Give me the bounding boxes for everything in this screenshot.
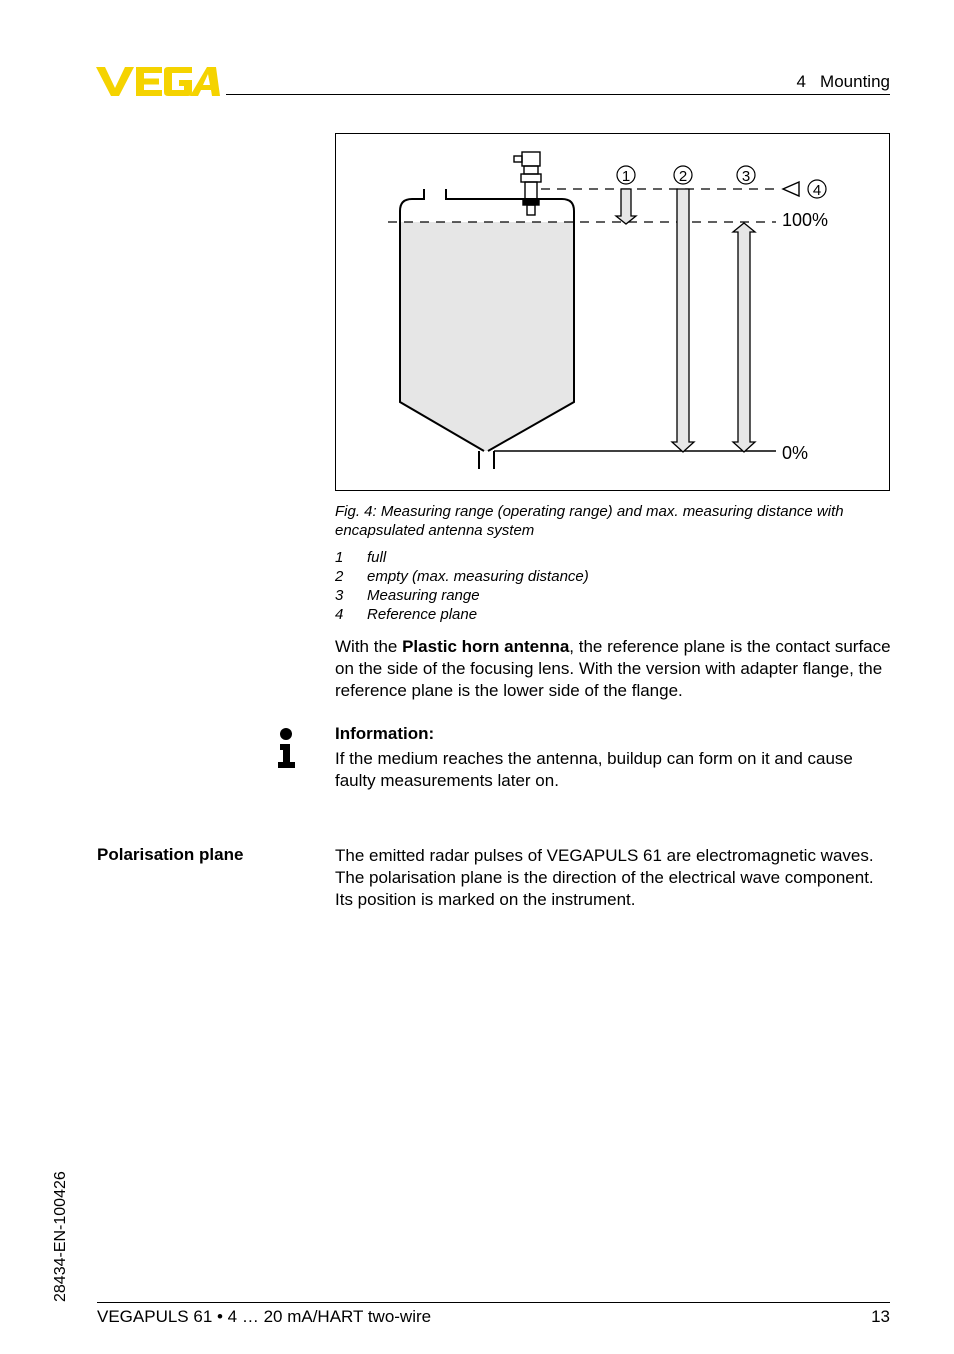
svg-text:2: 2 xyxy=(678,168,688,185)
tank-outlet xyxy=(479,451,494,469)
legend-num: 3 xyxy=(335,587,344,604)
side-heading-polarisation: Polarisation plane xyxy=(97,845,244,864)
arrow-full xyxy=(616,189,636,224)
measuring-range-diagram xyxy=(336,134,889,490)
header-rule xyxy=(226,94,890,95)
legend-item xyxy=(335,548,589,567)
legend-num: 1 xyxy=(335,549,344,566)
svg-text:3: 3 xyxy=(741,168,751,185)
section-label: 4 Mounting xyxy=(796,72,890,91)
callout-1 xyxy=(617,166,635,185)
callout-4 xyxy=(808,180,826,199)
legend-item xyxy=(335,567,589,586)
information-icon xyxy=(276,727,298,769)
legend-text: empty (max. measuring distance) xyxy=(367,568,589,585)
footer-rule xyxy=(97,1302,890,1303)
vega-logo-wordmark xyxy=(96,67,220,96)
p1-pre: With the xyxy=(335,637,403,656)
paragraph-antenna xyxy=(335,636,895,702)
legend-text: Reference plane xyxy=(367,606,478,623)
callout-3 xyxy=(737,166,755,185)
label-100-percent: 100% xyxy=(782,210,829,230)
footer-product: VEGAPULS 61 • 4 … 20 mA/HART two-wire xyxy=(97,1307,432,1326)
figure-caption: Fig. 4: Measuring range (operating range) and max. measuring distance with encapsulated antenna system xyxy=(335,503,844,539)
callout-2 xyxy=(674,166,692,185)
label-0-percent: 0% xyxy=(782,443,809,463)
legend-num: 2 xyxy=(335,568,344,585)
svg-text:1: 1 xyxy=(621,168,631,185)
arrow-empty xyxy=(672,189,694,452)
legend-text: Measuring range xyxy=(367,587,480,604)
document-id: 28434-EN-100426 xyxy=(52,1171,69,1302)
figure-frame xyxy=(335,133,890,491)
legend-item xyxy=(335,605,589,624)
page-number: 13 xyxy=(871,1307,890,1326)
reference-marker-icon xyxy=(783,182,799,196)
radar-sensor xyxy=(514,152,541,215)
paragraph-polarisation: The emitted radar pulses of VEGAPULS 61 are electromagnetic waves. The polarisation plane is the direction of the electrical wave component. Its position is marked on the instrument. xyxy=(335,846,874,909)
p1-bold: Plastic horn antenna xyxy=(402,637,570,656)
legend-text: full xyxy=(367,549,387,566)
vega-logo xyxy=(96,64,220,98)
information-text: If the medium reaches the antenna, buildup can form on it and cause faulty measurements later on. xyxy=(335,749,853,790)
information-title: Information: xyxy=(335,724,435,743)
arrow-measuring-range xyxy=(733,223,755,452)
figure-legend xyxy=(335,548,589,624)
legend-item xyxy=(335,586,589,605)
legend-num: 4 xyxy=(335,606,344,623)
p1-post: , the reference plane is the contact surface on the side of the focusing lens. With the version with adapter flange, the reference plane is the lower side of the flange. xyxy=(335,637,891,700)
svg-text:4: 4 xyxy=(812,182,822,199)
